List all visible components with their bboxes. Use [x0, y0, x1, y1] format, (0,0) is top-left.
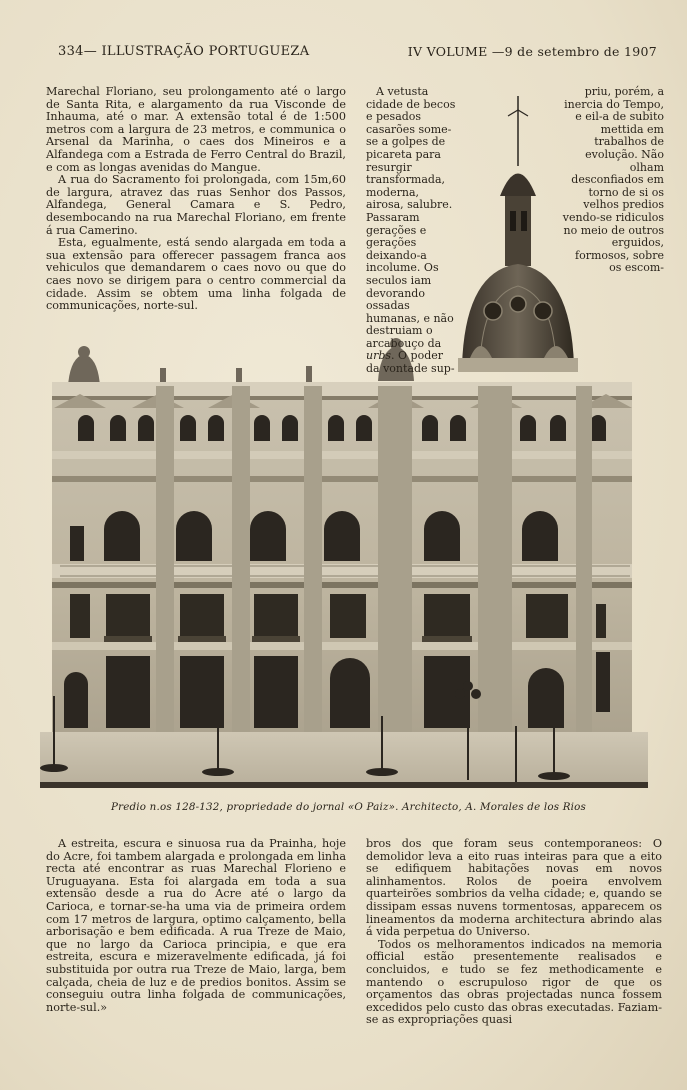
paragraph: Marechal Floriano, seu prolongamento até o largo de Santa Rita, e alargamento da rua Visconde de Inhauma, até o mar. A extensão total é de 1:500 metros com a largura de 23 metros, e communica o Arsenal da Marinha, o caes dos Mineiros e a Alfandega com a Estrada de Ferro Central do Brazil, e com as longas avenidas do Mangue.: [46, 85, 346, 174]
publication-title: — ILLUSTRAÇÃO PORTUGUEZA: [83, 44, 310, 59]
text-run: A vetusta cidade de becos e pesados casarões some-se a golpes de picareta para resurgir transformada, moderna, airosa, salubre. Passaram gerações e gerações deixando-a incolume. Os seculos iam devorando ossadas humanas, e não destruiam o arcabouço da: [366, 85, 456, 350]
paragraph: bros dos que foram seus contemporaneos: O demolidor leva a eito ruas inteiras para que a eito se edifiquem habitações novas em novos alinhamentos. Rolos de poeira envolvem quarteirões sombrios da velha cidade; e, quando se dissipam essas nuvens tormentosas, apparecem os lineamentos da moderna architectura abrindo alas á vida perpetua do Universo.: [366, 837, 662, 939]
paragraph: priu, porém, a inercia do Tempo, e eil-a de subito mettida em trabalhos de evolução. Não olham desconfiados em torno de si os velhos predios vendo-se ridiculos no meio de outros erguidos, formosos, sobre os escom-: [562, 85, 664, 275]
text-column-top-left: [46, 86, 346, 313]
header-right: [408, 44, 657, 59]
building-facade: [52, 382, 632, 766]
page-header: [58, 44, 657, 66]
header-left: [58, 44, 309, 59]
page-number: 334: [58, 44, 84, 59]
roof-statues: [68, 338, 414, 386]
italic-word: urbs: [366, 349, 392, 363]
text-column-bottom-right: [366, 838, 662, 1027]
figure-caption: Predio n.os 128-132, propriedade do jornal «O Paiz». Architecto, A. Morales de los Rios: [110, 801, 587, 813]
paragraph: Esta, egualmente, está sendo alargada em toda a sua extensão para offerecer passagem franca aos vehiculos que demandarem o caes novo ou que do caes novo se dirigem para o centro commercial da cidade. Assim se obtem uma linha folgada de communicações, norte-sul.: [46, 236, 346, 313]
paragraph: A estreita, escura e sinuosa rua da Prainha, hoje do Acre, foi tambem alargada e prolongada em linha recta até encontrar as ruas Marechal Florieno e Uruguayana. Esta foi alargada em toda a sua extensão desde a rua do Acre até o largo da Carioca, e tornar-se-ha uma via de primeira ordem com 17 metros de largura, optimo calçamento, bella arborisação e bem edificada. A rua Treze de Maio, que no largo da Carioca principia, e que era estreita, escura e mizeravelmente edificada, já foi substituida por outra rua Treze de Maio, larga, bem calçada, cheia de luz e de predios bonitos. Assim se conseguiu outra linha folgada de communicações, norte-sul.»: [46, 837, 346, 1014]
paragraph: [366, 86, 456, 376]
text-column-bottom-left: [46, 838, 346, 1014]
text-column-narrow: [366, 86, 456, 376]
text-column-right-narrow: [560, 86, 664, 275]
volume-label: IV VOLUME: [407, 44, 488, 59]
paragraph: Todos os melhoramentos indicados na memoria official estão presentemente realisados e concluidos, e tudo se fez methodicamente e mantendo o escrupuloso rigor de que os orçamentos das obras projectadas nunca fossem excedidos pelo custo das obras executadas. Faziam-se as expropriações quasi: [366, 937, 662, 1027]
issue-date: —9 de setembro de 1907: [491, 44, 657, 59]
paragraph: A rua do Sacramento foi prolongada, com 15m,60 de largura, atravez das ruas Senhor dos Passos, Alfandega, General Camara e S. Pedro, desembocando na rua Marechal Floriano, em frente á rua Camerino.: [46, 173, 346, 237]
text-run: . O poder da vontade sup-: [366, 349, 455, 376]
